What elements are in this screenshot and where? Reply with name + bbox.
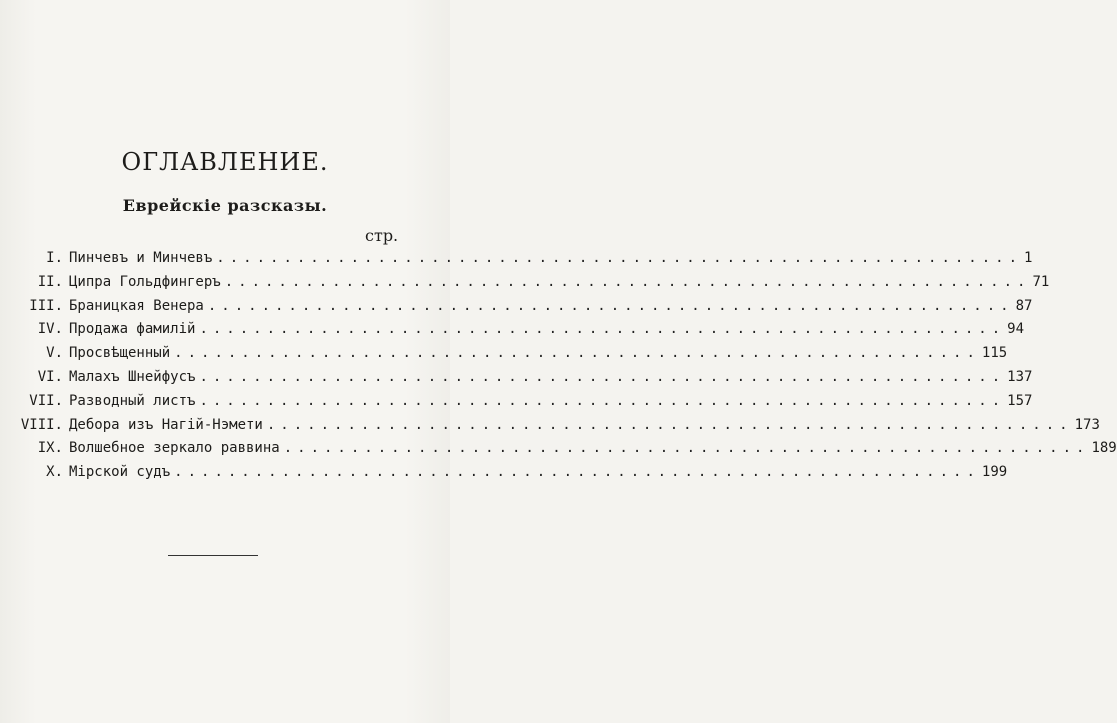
toc-entry-page: 115 [981,345,1008,362]
toc-entry-title: Продажа фамилiй [69,321,196,338]
toc-entry-page: 199 [981,464,1008,481]
section-subtitle: Еврейскiе разсказы. [122,196,328,215]
toc-entry-number: VI. [37,368,63,385]
toc-entry-number: IV. [37,321,63,338]
toc-entry-number: I. [46,250,63,266]
toc-entry-title: Разводный листъ [69,392,196,409]
toc-entry [18,368,1033,393]
toc-entry [18,345,1008,369]
toc-entry [18,321,1025,345]
toc-entry-page: 1 [1024,250,1033,266]
divider-rule [168,555,258,556]
toc-entry-page: 137 [1007,368,1033,385]
toc-entry [18,250,1033,274]
dot-leader: ............................................................ [207,297,1014,314]
toc-entry-page: 189 [1091,440,1117,457]
toc-entry-number: IX. [37,440,63,457]
toc-entry-title: Волшебное зеркало раввина [69,440,280,457]
page-column-header: стр. [365,226,399,245]
dot-leader: ............................................................ [174,464,980,481]
toc-entry [18,273,1050,298]
dot-leader: ............................................................ [283,440,1090,457]
toc-entry-title: Дебора изъ Нагiй-Нэмети [69,416,263,433]
toc-entry-title: Мiрской судъ [69,464,171,481]
toc-entry-page: 173 [1074,416,1100,433]
dot-leader: ............................................................ [199,368,1006,385]
toc-entry [18,297,1033,322]
dot-leader: ............................................................ [199,392,1006,409]
toc-entry-page: 157 [1007,392,1033,409]
dot-leader: ............................................................ [224,273,1031,290]
toc-entry-title: Браницкая Венера [69,297,204,314]
toc-entry-title: Ципра Гольдфингеръ [69,273,221,290]
toc-entry-page: 94 [1007,321,1025,338]
toc-entry-title: Просвѣщенный [69,345,171,362]
toc-entry [18,392,1033,417]
dot-leader: ............................................................ [199,321,1006,338]
toc-entry-number: VIII. [20,416,63,433]
toc-entry-page: 71 [1032,273,1050,290]
toc-entry-number: VII. [29,392,63,409]
toc-entry-number: III. [29,297,63,314]
page-title: ОГЛАВЛЕНИЕ. [121,148,329,176]
toc-entry-page: 87 [1015,297,1033,314]
dot-leader: ............................................................ [174,345,980,362]
dot-leader: ............................................................ [216,250,1023,266]
dot-leader: ............................................................ [266,416,1073,433]
toc-entry-number: II. [37,273,63,290]
toc-entry [18,416,1100,441]
toc-entry-title: Пинчевъ и Минчевъ [69,250,213,266]
toc-entry-number: X. [46,464,63,481]
toc-entry [18,464,1008,488]
toc-entry [18,440,1117,464]
table-of-contents [18,250,1117,488]
toc-entry-title: Малахъ Шнейфусъ [69,368,196,385]
toc-entry-number: V. [46,345,63,362]
